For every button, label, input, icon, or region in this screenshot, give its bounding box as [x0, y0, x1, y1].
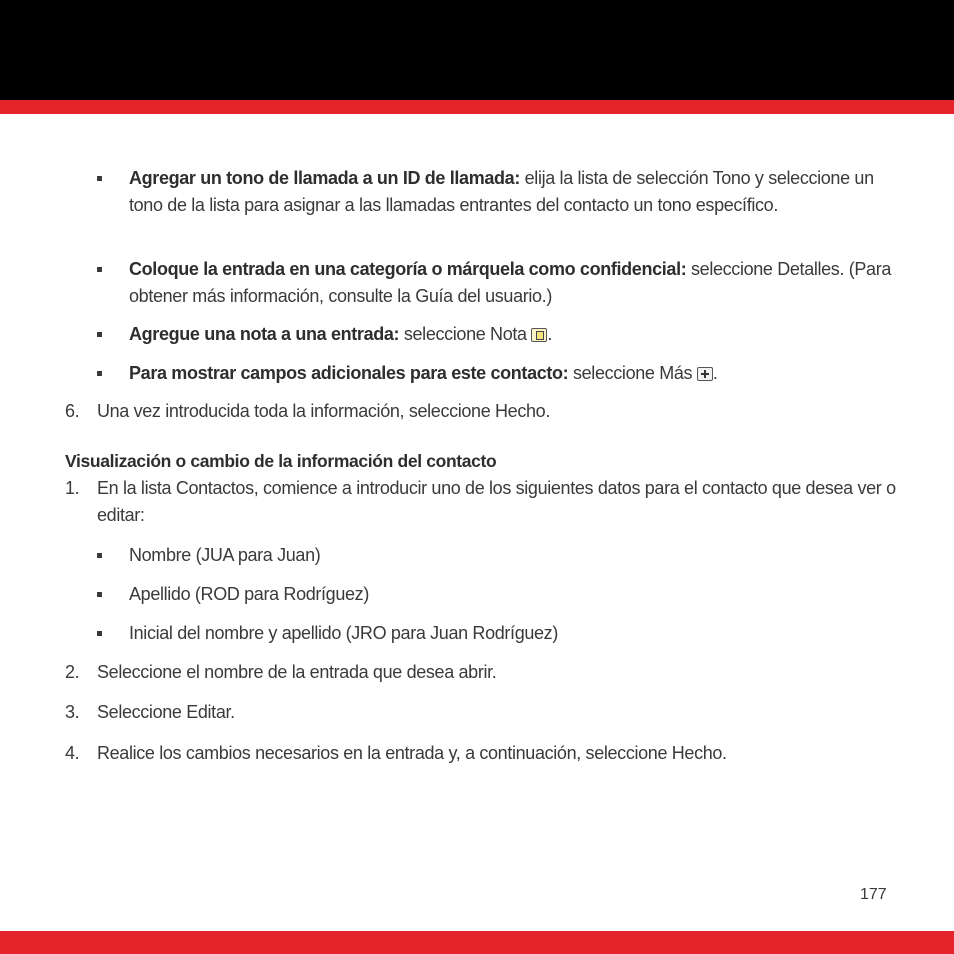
step-text: Seleccione Editar. — [97, 702, 235, 722]
sub-bullet-item — [129, 620, 899, 647]
step-text: Una vez introducida toda la información, seleccione Hecho. — [97, 401, 550, 421]
step-text: En la lista Contactos, comience a introducir uno de los siguientes datos para el contacto que desea ver o editar: — [97, 478, 896, 525]
step-number: 2. — [65, 662, 80, 682]
sub-bullet-item — [129, 542, 899, 569]
bullet-bold-label: Agregue una nota a una entrada: — [129, 324, 400, 344]
footer-accent-stripe — [0, 931, 954, 954]
bullet-bold-label: Para mostrar campos adicionales para este contacto: — [129, 363, 569, 383]
bullet-bold-label: Coloque la entrada en una categoría o márquela como confidencial: — [129, 259, 687, 279]
bullet-text: seleccione Nota — [399, 324, 532, 344]
step-number: 3. — [65, 702, 80, 722]
sub-bullet-text: Apellido (ROD para Rodríguez) — [129, 584, 369, 604]
bullet-bold-label: Agregar un tono de llamada a un ID de llamada: — [129, 168, 520, 188]
bullet-square-icon — [97, 592, 102, 597]
step-text: Seleccione el nombre de la entrada que desea abrir. — [97, 662, 497, 682]
bullet-square-icon — [97, 553, 102, 558]
bullet-period: . — [547, 324, 552, 344]
note-icon — [531, 328, 547, 342]
bullet-item — [129, 321, 899, 348]
step-number: 4. — [65, 743, 80, 763]
bullet-text: elija la lista de selección Tono y seleccione un tono de la lista para asignar a las llamadas entrantes del contacto un tono específico. — [129, 168, 874, 215]
bullet-item — [129, 256, 899, 309]
sub-bullet-item — [129, 581, 899, 608]
bullet-square-icon — [97, 371, 102, 376]
bullet-square-icon — [97, 631, 102, 636]
bullet-item — [129, 165, 899, 218]
sub-bullet-text: Nombre (JUA para Juan) — [129, 545, 321, 565]
bullet-item — [129, 360, 899, 387]
page-number: 177 — [860, 886, 887, 903]
bullet-square-icon — [97, 332, 102, 337]
step-number: 6. — [65, 401, 80, 421]
bullet-text: seleccione Más — [568, 363, 697, 383]
header-accent-stripe — [0, 100, 954, 114]
bullet-period: . — [712, 363, 718, 383]
bullet-text: seleccione Detalles. (Para obtener más información, consulte la Guía del usuario.) — [129, 259, 892, 306]
step-number: 1. — [65, 478, 80, 498]
sub-bullet-text: Inicial del nombre y apellido (JRO para Juan Rodríguez) — [129, 623, 558, 643]
bullet-square-icon — [97, 176, 102, 181]
header-bar — [0, 0, 954, 100]
plus-icon — [697, 367, 713, 381]
section-heading: Visualización o cambio de la información del contacto — [65, 451, 497, 471]
bullet-square-icon — [97, 267, 102, 272]
step-text: Realice los cambios necesarios en la entrada y, a continuación, seleccione Hecho. — [97, 743, 727, 763]
